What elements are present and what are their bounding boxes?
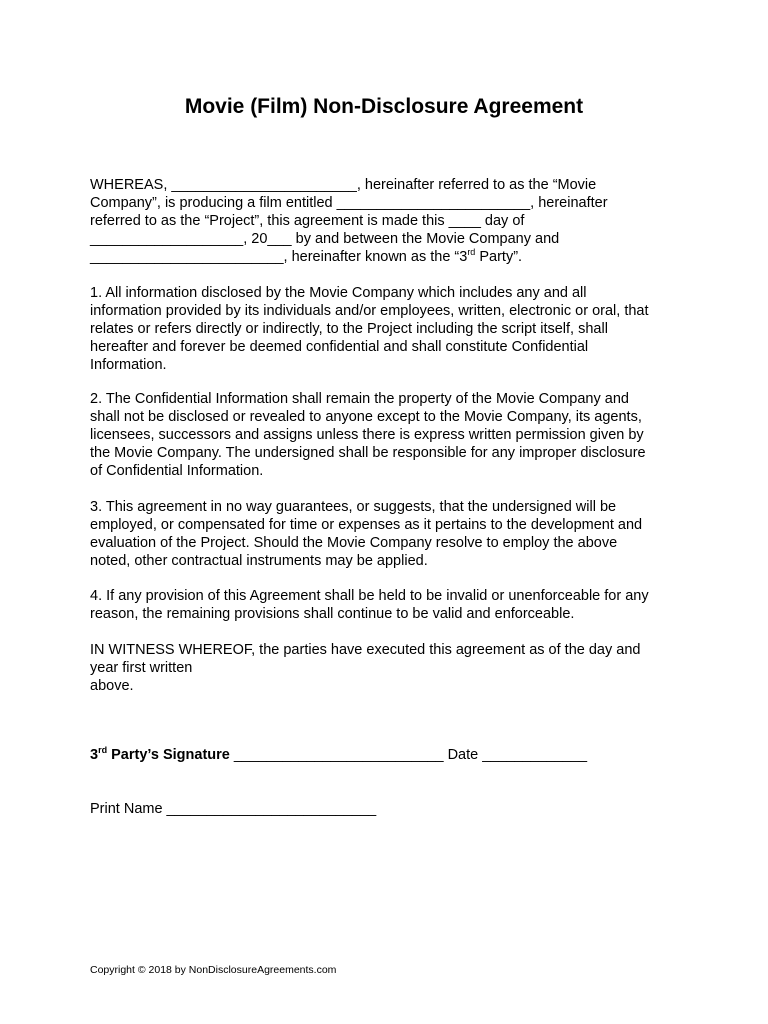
copyright-footer: Copyright © 2018 by NonDisclosureAgreements.com: [90, 964, 337, 976]
clause-line: Information.: [90, 357, 167, 373]
signature-label: [90, 747, 230, 763]
clause-line: 2. The Confidential Information shall remain the property of the Movie Company and: [90, 391, 629, 407]
clause-2-paragraph: [90, 390, 680, 480]
clause-4-paragraph: [90, 587, 680, 623]
superscript-rd: rd: [467, 247, 476, 258]
clause-3-paragraph: [90, 498, 680, 570]
clause-line: information provided by its individuals and/or employees, written, electronic or oral, that: [90, 303, 649, 319]
clause-line: licensees, successors and assigns unless there is express written permission given by: [90, 427, 644, 443]
clause-line: of Confidential Information.: [90, 463, 264, 479]
print-name-blank-line[interactable]: __________________________: [162, 801, 377, 817]
clause-line: evaluation of the Project. Should the Movie Company resolve to employ the above: [90, 535, 618, 551]
document-title: Movie (Film) Non-Disclosure Agreement: [184, 95, 584, 118]
signature-label-text: Party’s Signature: [107, 747, 230, 763]
print-name-row: [90, 800, 376, 818]
whereas-line: [90, 248, 680, 266]
whereas-line: WHEREAS, _______________________, hereinafter referred to as the “Movie: [90, 177, 597, 193]
superscript-rd: rd: [98, 745, 108, 756]
whereas-paragraph: [90, 176, 680, 266]
clause-1-paragraph: [90, 284, 680, 374]
clause-line: shall not be disclosed or revealed to anyone except to the Movie Company, its agents,: [90, 409, 642, 425]
date-blank-line[interactable]: _____________: [478, 747, 588, 763]
whereas-line: ___________________, 20___ by and between the Movie Company and: [90, 231, 560, 247]
clause-line: 4. If any provision of this Agreement shall be held to be invalid or unenforceable for any: [90, 588, 649, 604]
print-name-label: Print Name: [90, 801, 163, 817]
clause-line: hereafter and forever be deemed confidential and shall constitute Confidential: [90, 339, 589, 355]
whereas-line: referred to as the “Project”, this agreement is made this ____ day of: [90, 213, 525, 229]
signature-row: [90, 746, 587, 764]
witness-line: above.: [90, 678, 134, 694]
clause-line: employed, or compensated for time or expenses as it pertains to the development and: [90, 517, 643, 533]
witness-line: year first written: [90, 660, 193, 676]
clause-line: relates or refers directly or indirectly, to the Project including the script itself, shall: [90, 321, 608, 337]
clause-line: noted, other contractual instruments may be applied.: [90, 553, 428, 569]
whereas-line-text: Party”.: [475, 249, 523, 265]
witness-paragraph: [90, 641, 680, 695]
date-label: Date: [447, 747, 479, 763]
witness-line: IN WITNESS WHEREOF, the parties have executed this agreement as of the day and: [90, 642, 641, 658]
whereas-line: Company”, is producing a film entitled ________________________, hereinafter: [90, 195, 608, 211]
clause-line: 3. This agreement in no way guarantees, or suggests, that the undersigned will be: [90, 499, 617, 515]
clause-line: the Movie Company. The undersigned shall be responsible for any improper disclosure: [90, 445, 646, 461]
clause-line: reason, the remaining provisions shall continue to be valid and enforceable.: [90, 606, 575, 622]
signature-blank-line[interactable]: __________________________: [229, 747, 448, 763]
clause-line: 1. All information disclosed by the Movie Company which includes any and all: [90, 285, 587, 301]
signature-label-text: 3: [90, 747, 99, 763]
whereas-line-text: ________________________, hereinafter known as the “3: [90, 249, 468, 265]
